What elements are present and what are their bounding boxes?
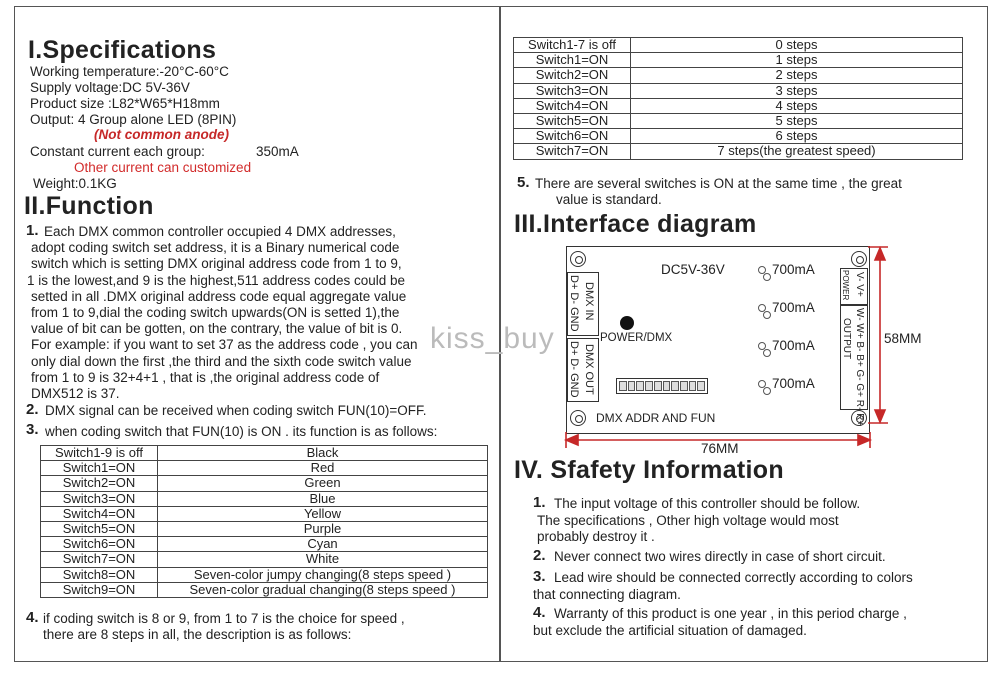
safety-item-number: 4. (533, 604, 546, 621)
function-p4-line2: there are 8 steps in all, the description is as follows: (43, 627, 352, 642)
led-current-label-3: 700mA (772, 338, 815, 353)
watermark-text: kiss_buy (430, 322, 555, 355)
value-cell: 2 steps (631, 68, 963, 83)
color-table-row (41, 537, 488, 552)
value-cell: Seven-color gradual changing(8 steps speed ) (158, 582, 488, 597)
interface-diagram-title: III.Interface diagram (514, 210, 757, 238)
value-cell: 3 steps (631, 83, 963, 98)
color-table-row (41, 522, 488, 537)
function-p1-line: value of bit can be gotten, on the contrary, the value of bit is 0. (31, 321, 403, 337)
led-current-label-2: 700mA (772, 300, 815, 315)
function-p1-line: DMX512 is 37. (31, 386, 120, 401)
value-cell: 1 steps (631, 53, 963, 68)
function-p1-line: only dial down the first ,the third and the sixth code switch value (31, 353, 412, 369)
value-cell: 7 steps(the greatest speed) (631, 144, 963, 159)
output-connector-label: OUTPUT (841, 318, 852, 360)
function-p1-line: switch which is setting DMX original address code from 1 to 9, (31, 256, 402, 272)
speed-table-row (514, 53, 963, 68)
value-cell: Red (158, 461, 488, 476)
function-p1-line: setted in all .DMX original address code equal aggregate value (31, 288, 407, 304)
speed-table-row (514, 68, 963, 83)
function-p1-line: 1 is the lowest,and 9 is the highest,511 address codes could be (27, 272, 405, 288)
specifications-title: I.Specifications (28, 36, 217, 64)
spec-product-size: Product size :L82*W65*H18mm (30, 96, 220, 111)
value-cell: Seven-color jumpy changing(8 steps speed ) (158, 567, 488, 582)
switch-cell: Switch4=ON (514, 98, 631, 113)
spec-constant-current-value: 350mA (256, 144, 299, 159)
speed-table-row (514, 38, 963, 53)
spec-other-current: Other current can customized (74, 160, 252, 175)
safety-item-line: Never connect two wires directly in case of short circuit. (554, 549, 886, 564)
switch-cell: Switch9=ON (41, 582, 158, 597)
speed-table-row (514, 129, 963, 144)
spec-not-common-anode: (Not common anode) (94, 127, 229, 142)
safety-item-number: 3. (533, 568, 546, 585)
function-p1-line: from 1 to 9,dial the coding switch upwards(ON is setted 1),the (31, 305, 400, 320)
p5-number: 5. (517, 174, 530, 191)
value-cell: White (158, 552, 488, 567)
speed-steps-table (513, 37, 963, 160)
function-title: II.Function (24, 192, 154, 220)
function-p3-number: 3. (26, 421, 39, 438)
dmx-in-pins: D+ D- GND (568, 275, 580, 332)
height-dimension-label: 58MM (884, 331, 922, 346)
led-current-label-4: 700mA (772, 376, 815, 391)
function-p1-line: adopt coding switch set address, it is a Binary numerical code (31, 240, 400, 256)
p5-line2: value is standard. (556, 192, 662, 207)
value-cell: Cyan (158, 537, 488, 552)
speed-table-row (514, 114, 963, 129)
switch-cell: Switch1-7 is off (514, 38, 631, 53)
color-table-row (41, 506, 488, 521)
switch-cell: Switch7=ON (514, 144, 631, 159)
safety-item-number: 1. (533, 494, 546, 511)
safety-item-line: Lead wire should be connected correctly according to colors (554, 570, 913, 585)
switch-cell: Switch2=ON (514, 68, 631, 83)
value-cell: 5 steps (631, 114, 963, 129)
switch-cell: Switch1=ON (41, 461, 158, 476)
function-p2-text: DMX signal can be received when coding switch FUN(10)=OFF. (45, 403, 427, 418)
value-cell: 0 steps (631, 38, 963, 53)
value-cell: Black (158, 446, 488, 461)
function-p1-line: For example: if you want to set 37 as the address code , you can (31, 337, 418, 353)
switch-cell: Switch5=ON (41, 522, 158, 537)
power-connector-label: POWER (841, 270, 850, 301)
function-p4-line1: if coding switch is 8 or 9, from 1 to 7 is the choice for speed , (43, 611, 405, 626)
output-connector-pins: W- W+ B- B+ G- G+ R- R+ (854, 308, 865, 427)
power-connector-pins: V- V+ (854, 272, 865, 297)
function-p1-line: from 1 to 9 is 32+4+1 , that is ,the original address code of (31, 369, 380, 385)
switch-cell: Switch6=ON (41, 537, 158, 552)
spec-working-temperature: Working temperature:-20°C-60°C (30, 64, 229, 79)
switch-cell: Switch4=ON (41, 506, 158, 521)
safety-item-number: 2. (533, 547, 546, 564)
switch-cell: Switch7=ON (41, 552, 158, 567)
dmx-out-pins: D+ D- GND (568, 341, 580, 398)
switch-cell: Switch8=ON (41, 567, 158, 582)
switch-cell: Switch1-9 is off (41, 446, 158, 461)
color-table-row (41, 582, 488, 597)
power-dmx-label: POWER/DMX (600, 332, 673, 344)
switch-cell: Switch3=ON (514, 83, 631, 98)
speed-table-row (514, 144, 963, 159)
dmx-out-label: DMX OUT (583, 344, 595, 395)
color-table-row (41, 552, 488, 567)
spec-supply-voltage: Supply voltage:DC 5V-36V (30, 80, 190, 95)
value-cell: 6 steps (631, 129, 963, 144)
spec-constant-current-label: Constant current each group: (30, 144, 205, 159)
value-cell: Blue (158, 491, 488, 506)
color-table-row (41, 567, 488, 582)
dip-switch-label: DMX ADDR AND FUN (596, 411, 716, 425)
safety-title: IV. Sfafety Information (514, 456, 784, 484)
switch-cell: Switch3=ON (41, 491, 158, 506)
safety-item-line: probably destroy it . (537, 529, 655, 544)
safety-item-line: Warranty of this product is one year , in this period charge , (554, 606, 907, 621)
function-p4-number: 4. (26, 609, 39, 626)
color-function-table (40, 445, 488, 598)
p5-line1: There are several switches is ON at the same time , the great (535, 176, 902, 191)
switch-cell: Switch6=ON (514, 129, 631, 144)
function-p2-number: 2. (26, 401, 39, 418)
led-current-label-1: 700mA (772, 262, 815, 277)
value-cell: Green (158, 476, 488, 491)
function-p1-number: 1. (26, 222, 39, 239)
value-cell: 4 steps (631, 98, 963, 113)
safety-item-line: but exclude the artificial situation of damaged. (533, 622, 807, 638)
dimension-lines (560, 240, 900, 462)
speed-table-row (514, 98, 963, 113)
value-cell: Purple (158, 522, 488, 537)
value-cell: Yellow (158, 506, 488, 521)
safety-item-line: The specifications , Other high voltage would most (537, 512, 839, 528)
safety-item-line: The input voltage of this controller should be follow. (554, 496, 861, 511)
color-table-row (41, 476, 488, 491)
function-p3-text: when coding switch that FUN(10) is ON . its function is as follows: (45, 424, 438, 439)
color-table-row (41, 491, 488, 506)
board-voltage-label: DC5V-36V (661, 262, 725, 277)
switch-cell: Switch2=ON (41, 476, 158, 491)
color-table-row (41, 461, 488, 476)
spec-weight: Weight:0.1KG (33, 176, 117, 191)
width-dimension-label: 76MM (701, 441, 739, 456)
spec-output: Output: 4 Group alone LED (8PIN) (30, 112, 237, 127)
dmx-in-label: DMX IN (583, 282, 595, 321)
safety-item-line: that connecting diagram. (533, 586, 681, 602)
switch-cell: Switch5=ON (514, 114, 631, 129)
speed-table-row (514, 83, 963, 98)
function-p1-line: Each DMX common controller occupied 4 DMX addresses, (44, 224, 396, 239)
switch-cell: Switch1=ON (514, 53, 631, 68)
color-table-row (41, 446, 488, 461)
